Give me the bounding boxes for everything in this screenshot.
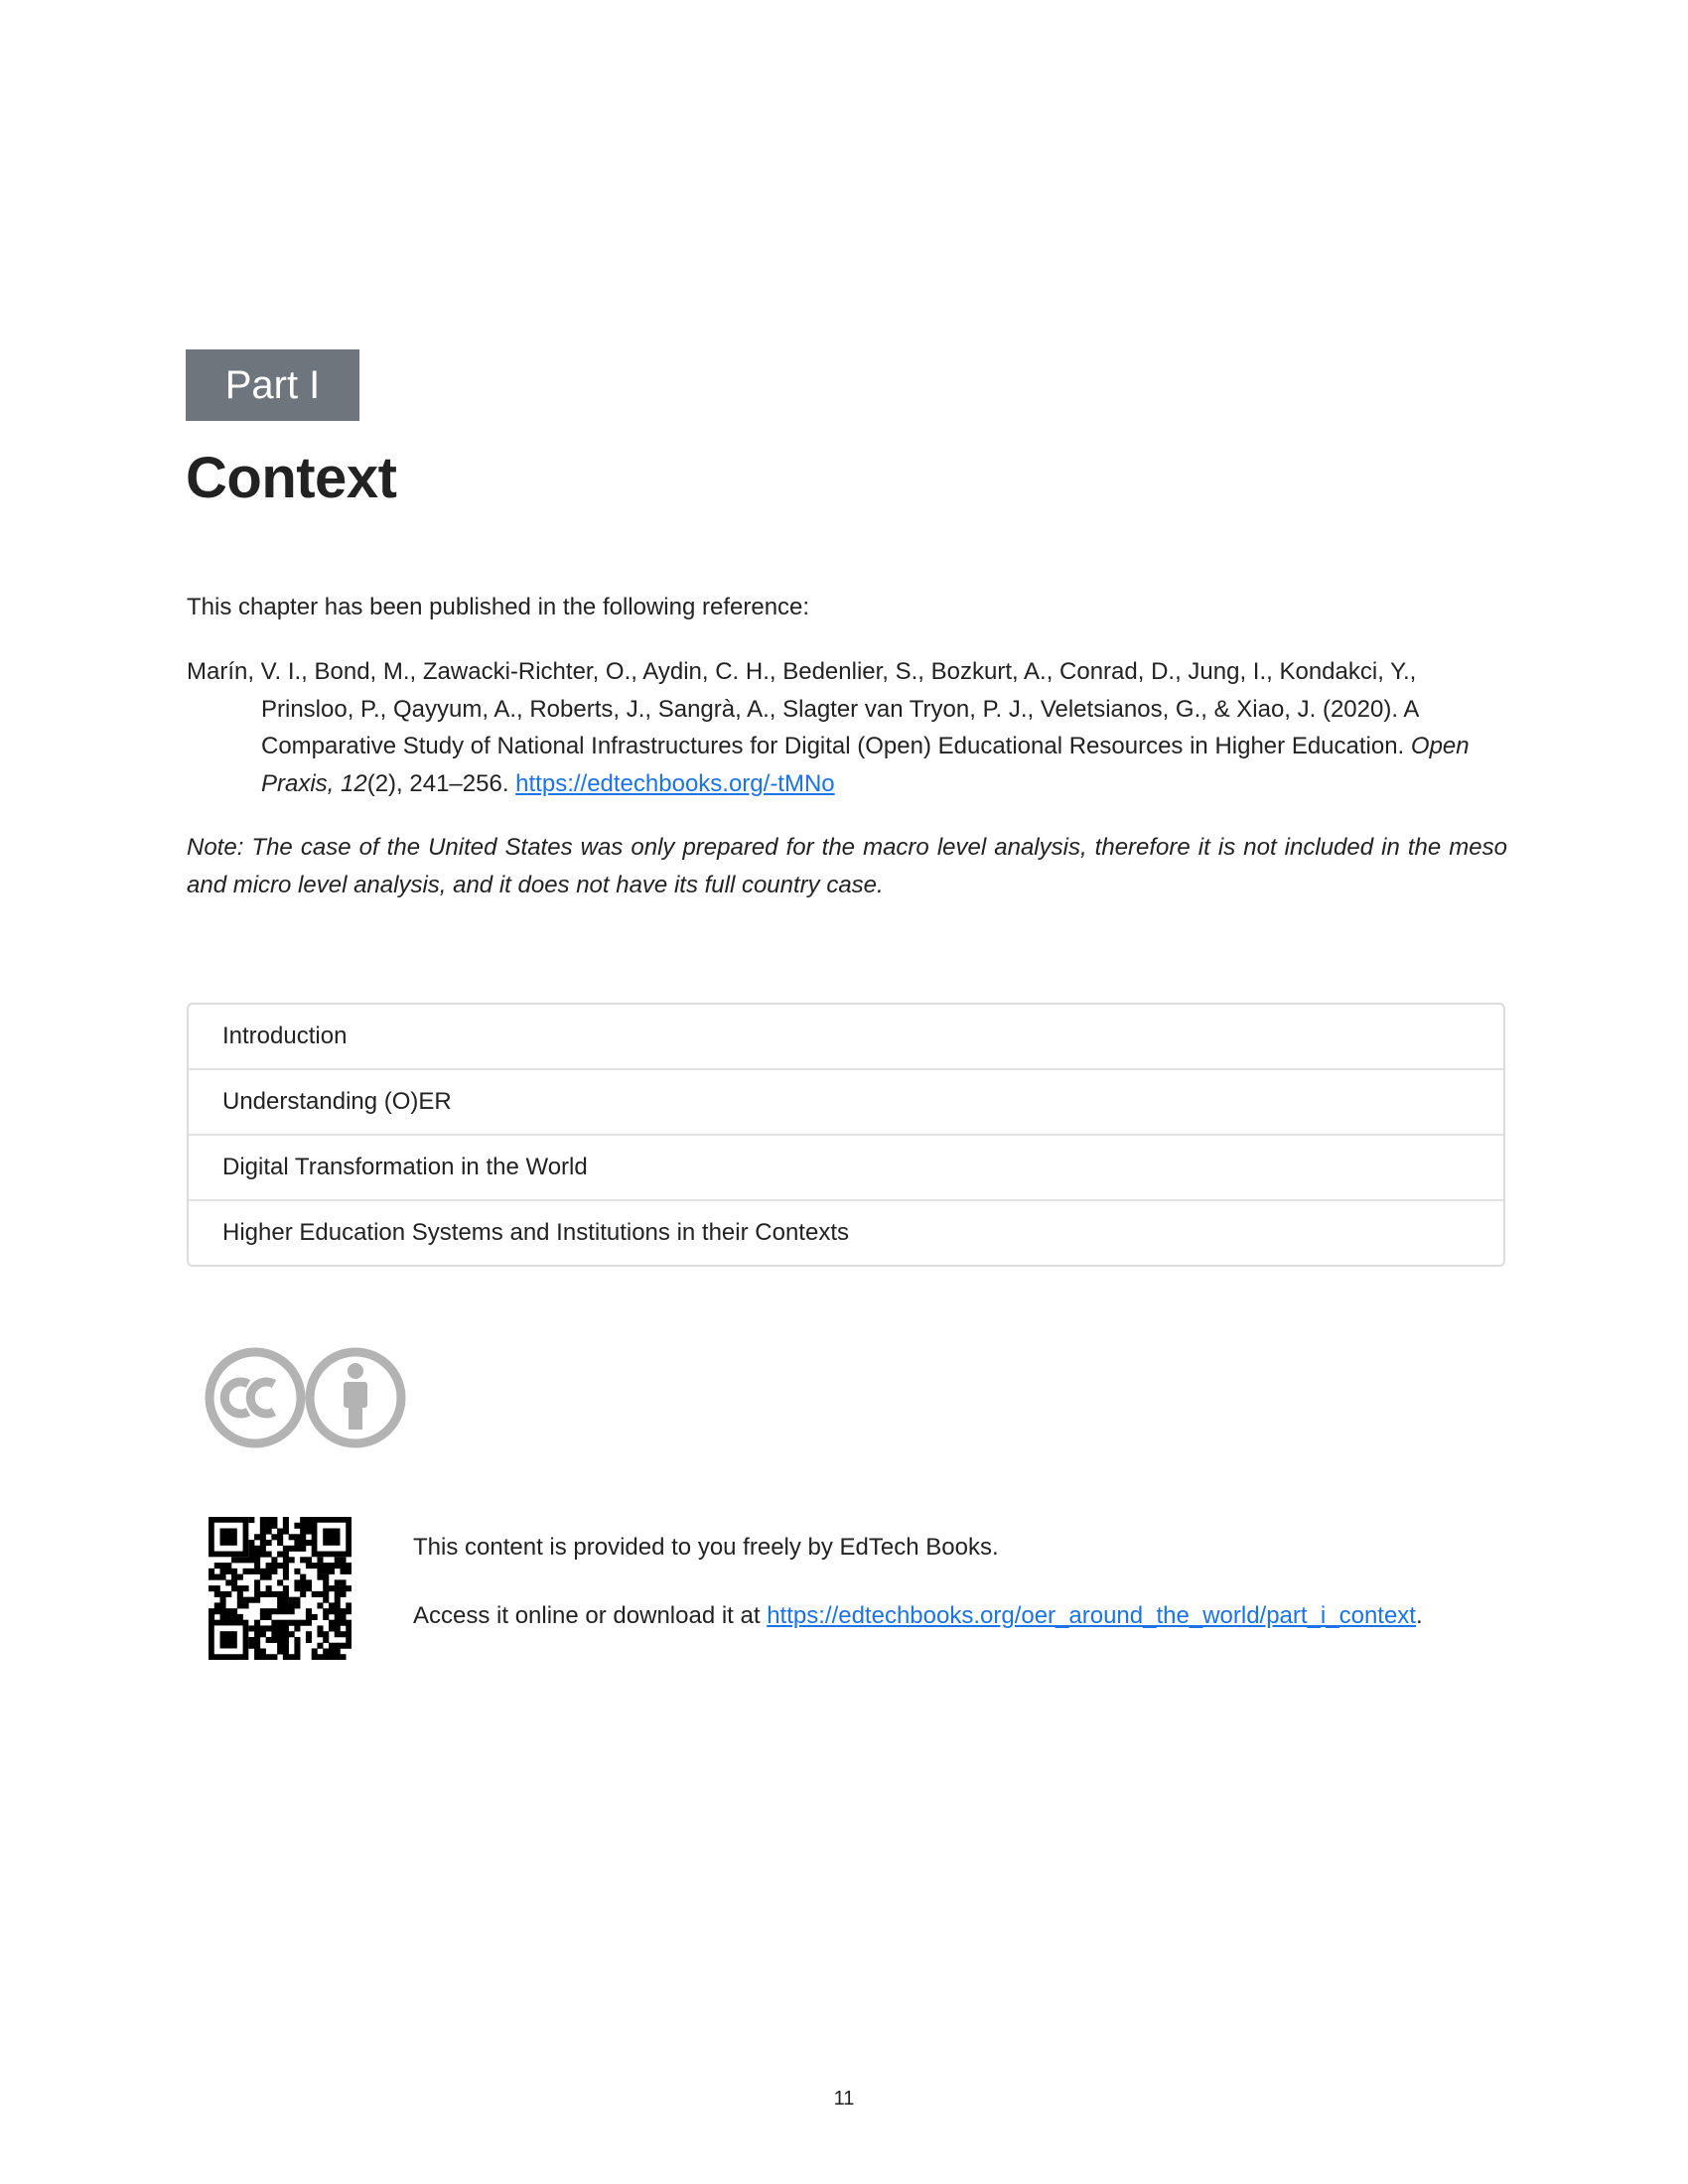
page-number: 11 xyxy=(833,2088,855,2110)
reference-citation xyxy=(187,653,1507,802)
access-prefix: Access it online or download it at xyxy=(413,1602,768,1629)
qr-code-image xyxy=(209,1517,352,1665)
page-title: Context xyxy=(186,446,397,510)
reference-text: Marín, V. I., Bond, M., Zawacki-Richter, O., Aydin, C. H., Bedenlier, S., Bozkurt, A., Conrad, D., Jung, I., Kondakci, Y., Prinsloo, P., Qayyum, A., Roberts, J., Sangrà, A., Slagter van Tryon, P. J., Veletsianos, G., & Xiao, J. (2020). A Comparative Study of National Infrastructures for Digital (Open) Educational Resources in Higher Education. xyxy=(187,658,1419,759)
access-text xyxy=(413,1602,1505,1630)
reference-issue-pages: (2), 241–256. xyxy=(366,769,516,797)
access-suffix: . xyxy=(1415,1602,1423,1629)
chapter-link-higher-education-systems[interactable]: Higher Education Systems and Institutions in their Contexts xyxy=(222,1219,849,1246)
intro-text: This chapter has been published in the following reference: xyxy=(187,594,810,620)
access-link[interactable]: https://edtechbooks.org/oer_around_the_world/part_i_context xyxy=(767,1602,1416,1629)
footer-text xyxy=(413,1534,1505,1671)
cc-by-license-logo xyxy=(205,1345,413,1459)
chapter-link-digital-transformation[interactable]: Digital Transformation in the World xyxy=(189,1136,1503,1201)
note-text: Note: The case of the United States was only prepared for the macro level analysis, therefore it is not included in the meso and micro level analysis, and it does not have its full country case. xyxy=(187,834,1507,898)
cc-icon xyxy=(210,1352,301,1443)
reference-link[interactable]: https://edtechbooks.org/-tMNo xyxy=(515,769,835,797)
chapter-link-introduction[interactable]: Introduction xyxy=(189,1005,1503,1070)
chapter-link-understanding-oer[interactable]: Understanding (O)ER xyxy=(189,1070,1503,1136)
attribution-icon xyxy=(310,1352,401,1443)
part-label: Part I xyxy=(186,349,359,421)
chapter-list xyxy=(187,1003,1505,1267)
reference-journal: Open Praxis, 12 xyxy=(261,733,1470,797)
provided-text: This content is provided to you freely by EdTech Books. xyxy=(413,1534,999,1561)
